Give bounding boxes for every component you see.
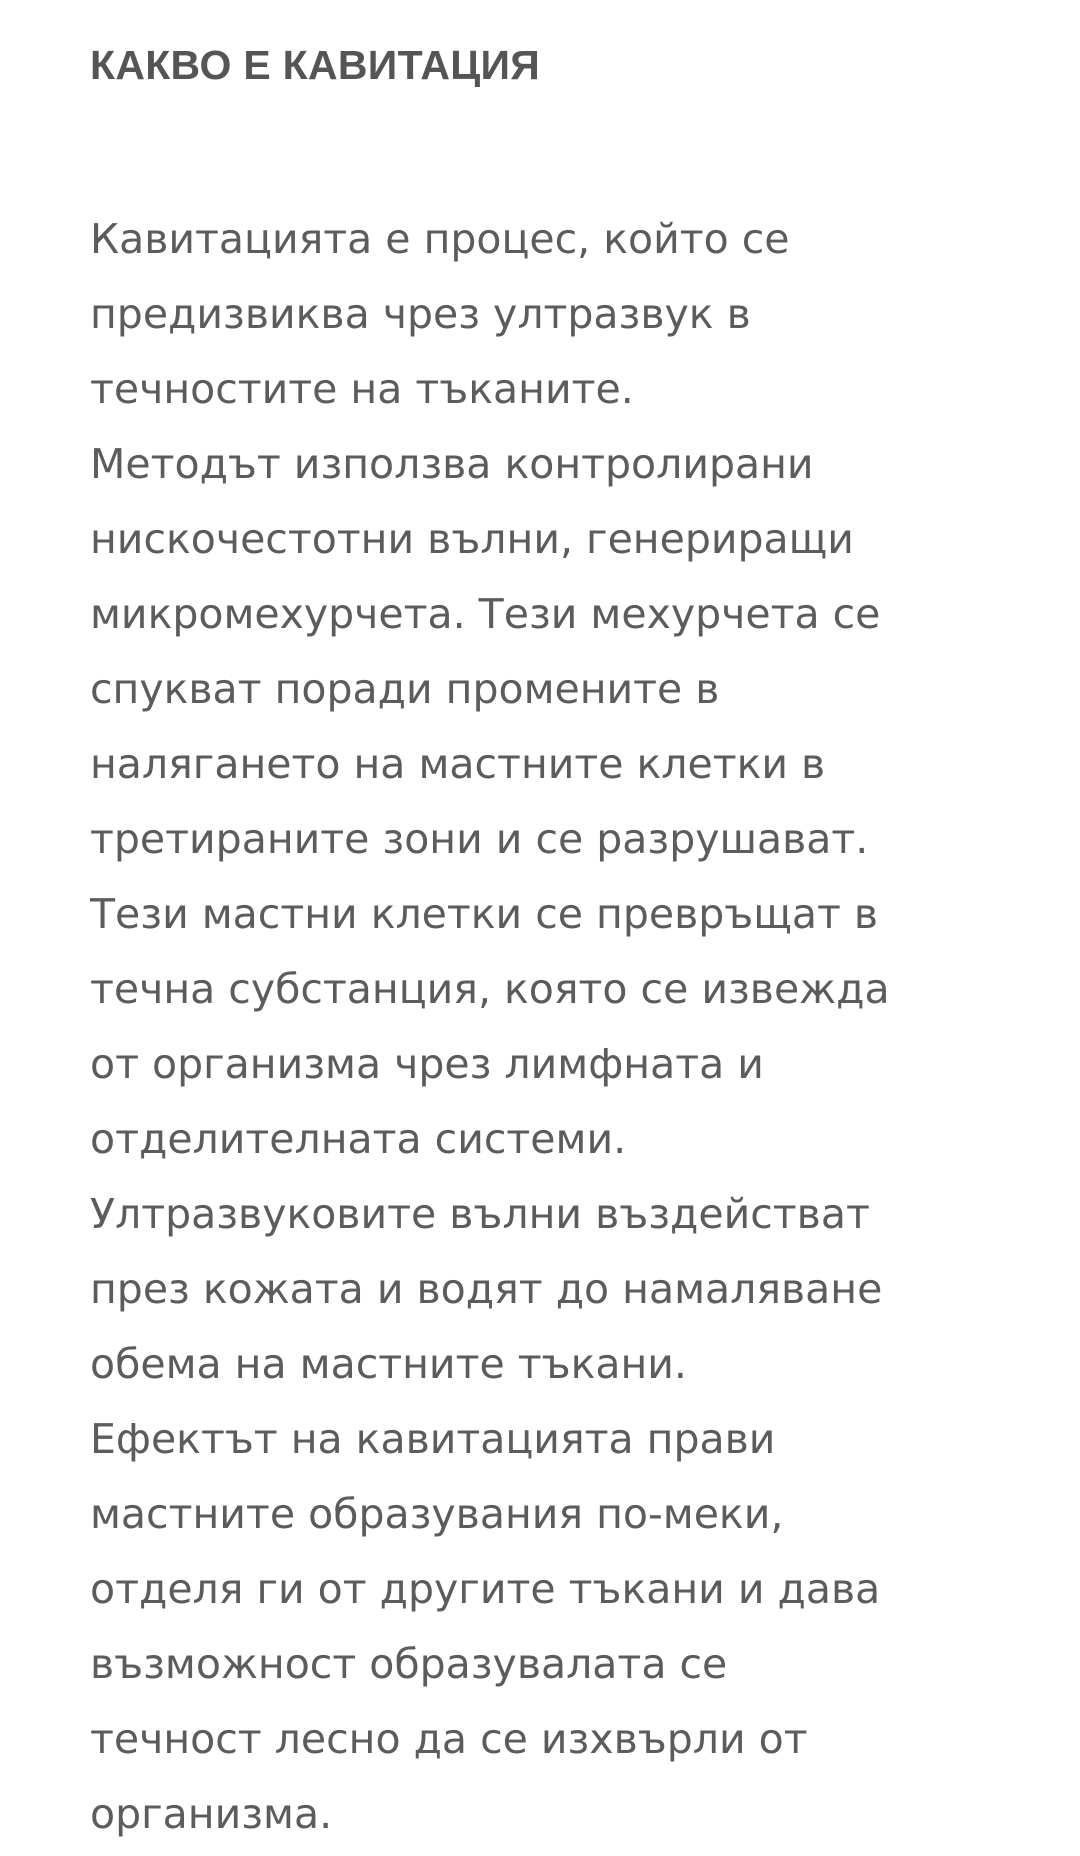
body-line: Методът използва контролирани (90, 440, 814, 488)
article-title: КАКВО Е КАВИТАЦИЯ (90, 42, 541, 88)
body-line: обема на мастните тъкани. (90, 1340, 687, 1388)
body-line: Кавитацията е процес, който се (90, 215, 790, 263)
body-line: предизвиква чрез ултразвук в (90, 290, 751, 338)
body-line: микромехурчета. Тези мехурчета се (90, 590, 881, 638)
body-line: организма. (90, 1790, 333, 1838)
body-line: спукват поради промените в (90, 665, 720, 713)
article-body (90, 90, 1010, 1852)
body-line: отделя ги от другите тъкани и дава (90, 1565, 881, 1613)
body-line: налягането на мастните клетки в (90, 740, 826, 788)
body-line: течностите на тъканите. (90, 365, 634, 413)
body-line: през кожата и водят до намаляване (90, 1265, 883, 1313)
body-line: Ултразвуковите вълни въздействат (90, 1190, 870, 1238)
body-line: мастните образувания по-меки, (90, 1490, 784, 1538)
body-line: Ефектът на кавитацията прави (90, 1415, 776, 1463)
body-line: течна субстанция, която се извежда (90, 965, 890, 1013)
body-line: течност лесно да се изхвърли от (90, 1715, 808, 1763)
body-line: възможност образувалата се (90, 1640, 728, 1688)
body-line: третираните зони и се разрушават. (90, 815, 869, 863)
body-line: от организма чрез лимфната и (90, 1040, 764, 1088)
body-line: отделителната системи. (90, 1115, 627, 1163)
body-line: Тези мастни клетки се превръщат в (90, 890, 879, 938)
body-line: нискочестотни вълни, генериращи (90, 515, 854, 563)
